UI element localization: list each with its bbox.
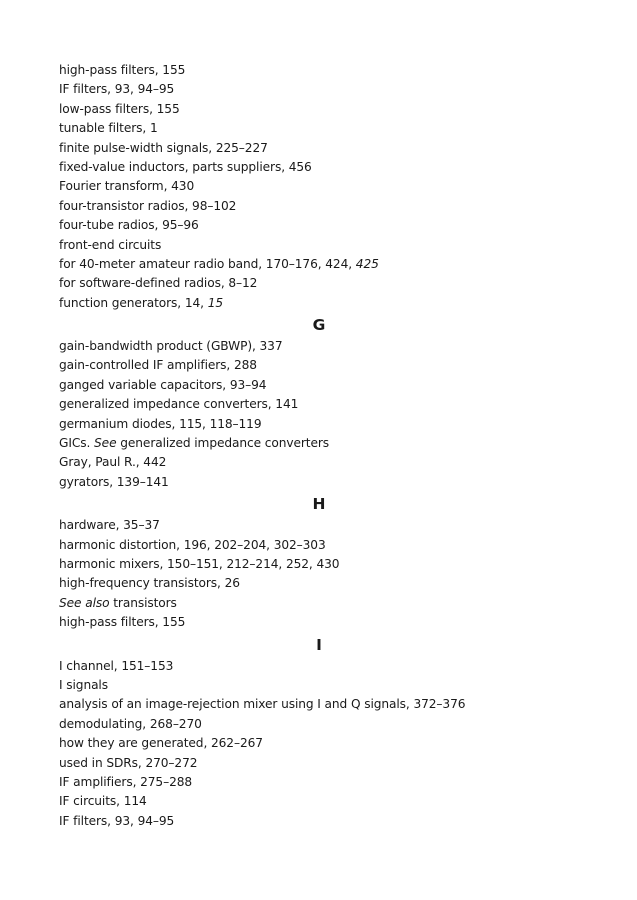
index-entry-text: high-pass filters, 155 <box>59 63 186 77</box>
index-entry <box>59 453 579 472</box>
section-letter-g: G <box>312 316 326 335</box>
index-entry <box>59 734 579 753</box>
index-entry-text: IF filters, 93, 94–95 <box>59 82 175 97</box>
index-entry <box>59 395 579 414</box>
index-entry <box>59 236 579 255</box>
index-entry-text: IF circuits, 114 <box>59 794 147 809</box>
index-entry <box>59 61 579 80</box>
section-letter-h: H <box>312 495 326 514</box>
index-entry-text: high-pass filters, 155 <box>59 615 186 630</box>
index-entry <box>59 356 579 375</box>
index-entry-text: low-pass filters, 155 <box>59 101 180 116</box>
index-entry <box>59 536 579 555</box>
index-entry-text: ganged variable capacitors, 93–94 <box>59 377 267 392</box>
index-entry-text: generalized impedance converters <box>116 436 330 451</box>
index-entry <box>59 337 579 356</box>
index-entry-text: tunable filters, 1 <box>59 121 158 136</box>
index-entry <box>59 657 579 676</box>
index-entry-text: how they are generated, 262–267 <box>59 736 263 751</box>
index-entry-text: for software-defined radios, 8–12 <box>59 276 258 291</box>
index-entry-text: generalized impedance converters, 141 <box>59 397 299 412</box>
index-entry-text: high-frequency transistors, 26 <box>59 576 240 591</box>
index-entry <box>59 274 579 293</box>
index-entry <box>59 555 579 574</box>
index-entry <box>59 473 579 492</box>
index-entry <box>59 80 579 99</box>
index-entry <box>59 177 579 196</box>
index-entry-text: four-transistor radios, 98–102 <box>59 198 237 213</box>
index-list <box>59 61 579 831</box>
index-entry-text: IF amplifiers, 275–288 <box>59 774 193 789</box>
index-entry-text: gain-bandwidth product (GBWP), 337 <box>59 339 283 354</box>
index-entry-italic-text: See <box>94 436 117 451</box>
index-entry <box>59 100 579 119</box>
index-entry-text: GICs. <box>59 436 95 451</box>
index-entry <box>59 197 579 216</box>
index-entry <box>59 216 579 235</box>
index-entry <box>59 812 579 831</box>
index-entry <box>59 676 579 695</box>
index-entry <box>59 715 579 734</box>
index-entry <box>59 255 579 274</box>
index-entry <box>59 516 579 535</box>
index-entry <box>59 754 579 773</box>
index-entry-text: analysis of an image-rejection mixer using I and Q signals, 372–376 <box>59 697 466 712</box>
index-entry-text: IF filters, 93, 94–95 <box>59 813 175 828</box>
index-entry-text: for 40-meter amateur radio band, 170–176, 424, <box>59 256 356 271</box>
index-entry-text: harmonic mixers, 150–151, 212–214, 252, 430 <box>59 556 340 571</box>
index-entry-text: front-end circuits <box>59 237 162 252</box>
index-entry-italic-text: 425 <box>355 256 379 271</box>
index-entry <box>59 613 579 632</box>
index-entry-text: harmonic distortion, 196, 202–204, 302–303 <box>59 537 326 552</box>
index-entry-text: finite pulse-width signals, 225–227 <box>59 140 268 155</box>
index-entry <box>59 695 579 714</box>
index-entry <box>59 158 579 177</box>
index-entry <box>59 294 579 313</box>
index-entry <box>59 119 579 138</box>
index-entry-italic-text: See also <box>59 595 110 610</box>
index-entry-italic-text: 15 <box>207 295 224 310</box>
index-entry <box>59 376 579 395</box>
index-entry-text: Gray, Paul R., 442 <box>59 455 167 470</box>
index-entry-text: used in SDRs, 270–272 <box>59 755 198 770</box>
index-entry-text: hardware, 35–37 <box>59 518 160 533</box>
index-entry <box>59 139 579 158</box>
index-entry-text: demodulating, 268–270 <box>59 716 202 731</box>
index-entry <box>59 434 579 453</box>
index-entry-text: I channel, 151–153 <box>59 658 174 673</box>
index-entry-text: Fourier transform, 430 <box>59 179 195 194</box>
index-entry-text: I signals <box>59 677 108 692</box>
index-entry-text: gain-controlled IF amplifiers, 288 <box>59 358 257 373</box>
index-entry-text: gyrators, 139–141 <box>59 474 169 489</box>
index-entry-text: fixed-value inductors, parts suppliers, 456 <box>59 159 312 174</box>
index-entry <box>59 773 579 792</box>
index-entry <box>59 594 579 613</box>
index-entry-text: transistors <box>109 595 177 610</box>
index-entry <box>59 792 579 811</box>
index-entry-text: four-tube radios, 95–96 <box>59 218 199 233</box>
index-entry-text: germanium diodes, 115, 118–119 <box>59 416 262 431</box>
index-entry-text: function generators, 14, <box>59 295 208 310</box>
index-entry <box>59 415 579 434</box>
index-entry <box>59 574 579 593</box>
section-letter-i: I <box>316 635 322 654</box>
